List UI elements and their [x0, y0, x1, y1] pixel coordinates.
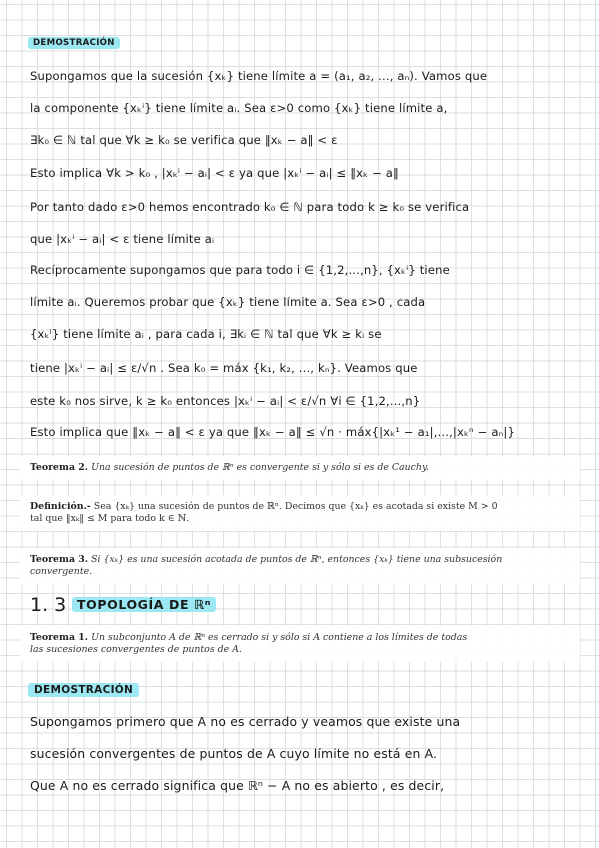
theorem-2-label: Teorema 2. [30, 462, 89, 473]
definition-label: Definición.- [30, 501, 91, 512]
proof-line: que |xₖⁱ − aᵢ| < ε tiene límite aᵢ [30, 232, 215, 246]
proof-heading-2: DEMOSTRACIÓN [28, 683, 139, 697]
proof-line: Supongamos que la sucesión {xₖ} tiene límite a = (a₁, a₂, ..., aₙ). Vamos que [30, 69, 488, 83]
proof-2-line: Supongamos primero que A no es cerrado y veamos que existe una [30, 714, 461, 729]
definition-text-1: Sea {xₖ} una sucesión de puntos de ℝⁿ. Decimos que {xₖ} es acotada si existe M > 0 [93, 501, 498, 512]
proof-line: Esto implica que ‖xₖ − a‖ < ε ya que ‖xₖ − a‖ ≤ √n · máx{|xₖ¹ − a₁|,...,|xₖⁿ − aₙ|} [30, 425, 515, 439]
proof-line: este k₀ nos sirve, k ≥ k₀ entonces |xₖⁱ − aᵢ| < ε/√n ∀i ∈ {1,2,...,n} [30, 394, 421, 408]
theorem-2-block [20, 456, 580, 480]
proof-line: Esto implica ∀k > k₀ , |xₖⁱ − aᵢ| < ε ya que |xₖⁱ − aᵢ| ≤ ‖xₖ − a‖ [30, 166, 399, 180]
theorem-3-label: Teorema 3. [30, 554, 89, 565]
theorem-1-text-2: las sucesiones convergentes de puntos de A. [30, 644, 242, 655]
theorem-1-label: Teorema 1. [30, 632, 89, 643]
proof-line: {xₖⁱ} tiene límite aᵢ , para cada i, ∃kᵢ ∈ ℕ tal que ∀k ≥ kᵢ se [30, 327, 382, 341]
definition-text-2: tal que ‖xₖ‖ ≤ M para todo k ∈ ℕ. [30, 513, 190, 524]
theorem-3-text-1: Si {xₖ} es una sucesión acotada de puntos de ℝⁿ, entonces {xₖ} tiene una subsucesión [91, 554, 503, 565]
section-title: TOPOLOGÍA DE ℝⁿ [72, 597, 216, 612]
proof-heading: DEMOSTRACIÓN [28, 37, 120, 49]
theorem-2-text: Una sucesión de puntos de ℝⁿ es convergente si y sólo si es de Cauchy. [91, 462, 429, 473]
theorem-3-text-2: convergente. [30, 566, 93, 577]
proof-line: ∃k₀ ∈ ℕ tal que ∀k ≥ k₀ se verifica que ‖xₖ − a‖ < ε [30, 133, 338, 147]
definition-block [20, 495, 580, 531]
proof-line: la componente {xₖⁱ} tiene límite aᵢ. Sea ε>0 como {xₖ} tiene límite a, [30, 101, 448, 115]
proof-line: tiene |xₖⁱ − aᵢ| ≤ ε/√n . Sea k₀ = máx {k₁, k₂, ..., kₙ}. Veamos que [30, 361, 418, 375]
proof-line: Recíprocamente supongamos que para todo i ∈ {1,2,...,n}, {xₖⁱ} tiene [30, 263, 450, 277]
proof-2-line: Que A no es cerrado significa que ℝⁿ − A no es abierto , es decir, [30, 778, 445, 793]
proof-line: Por tanto dado ε>0 hemos encontrado k₀ ∈ ℕ para todo k ≥ k₀ se verifica [30, 200, 470, 214]
proof-line: límite aᵢ. Queremos probar que {xₖ} tiene límite a. Sea ε>0 , cada [30, 295, 426, 309]
section-number: 1. 3 [30, 594, 67, 616]
theorem-3-block [20, 548, 580, 584]
theorem-1-block [20, 626, 580, 662]
theorem-1-text-1: Un subconjunto A de ℝⁿ es cerrado si y sólo si A contiene a los límites de todas [91, 632, 468, 643]
proof-2-line: sucesión convergentes de puntos de A cuyo límite no está en A. [30, 746, 438, 761]
